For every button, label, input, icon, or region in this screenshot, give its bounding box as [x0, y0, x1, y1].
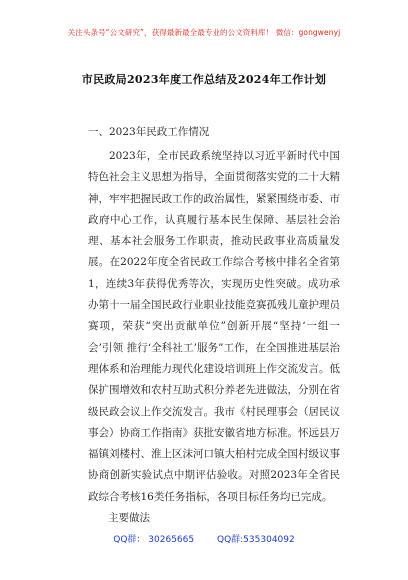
- qq-group-1: QQ群： 30265665: [113, 535, 195, 545]
- promo-banner: 关注头条号“公文研究”，获得最新最全最专业的公文资料库！ 微信：gongwenyj: [67, 28, 341, 37]
- qq-group-2: QQ群:535304092: [216, 535, 295, 545]
- sub-heading: 主要做法: [108, 512, 150, 524]
- document-title: 市民政局2023年度工作总结及2024年工作计划: [81, 73, 327, 86]
- section-heading: 一、2023年民政工作情况: [88, 126, 210, 138]
- footer-contacts: [0, 532, 408, 545]
- paragraph: 2023年，全市民政系统坚持以习近平新时代中国特色社会主义思想为指导，全面贯彻落实党的二十大精神，牢牢把握民政工作的政治属性，紧紧围绕市委、市政府中心工作，认真履行基本民生保障、基层社会治理、基本社会服务工作职责，推动民政事业高质量发展。在2022年度全省民政工作综合考核中排名全省第1，连续3年获得优秀等次，实现历史性突破。成功承办第十一届全国民政行业职业技能竞赛孤残儿童护理员赛项，荣获“突出贡献单位”创新开展“坚持‘一组一会’引领 推行‘全科社工’服务”工作，在全国推进基层治理体系和治理能力现代化建设培训班上作交流发言。低保扩围增效和农村互助式积分养老先进做法，分别在省级民政会议上作交流发言。我市《村民理事会（居民议事会）协商工作指南》获批安徽省地方标准。怀远县万福镇刘楼村、淮上区沫河口镇大柏村完成全国村级议事协商创新实验试点中期评估验收。对照2023年全省民政综合考核16类任务指标，各项目标任务均已完成。: [88, 150, 340, 503]
- body-text: [88, 146, 340, 508]
